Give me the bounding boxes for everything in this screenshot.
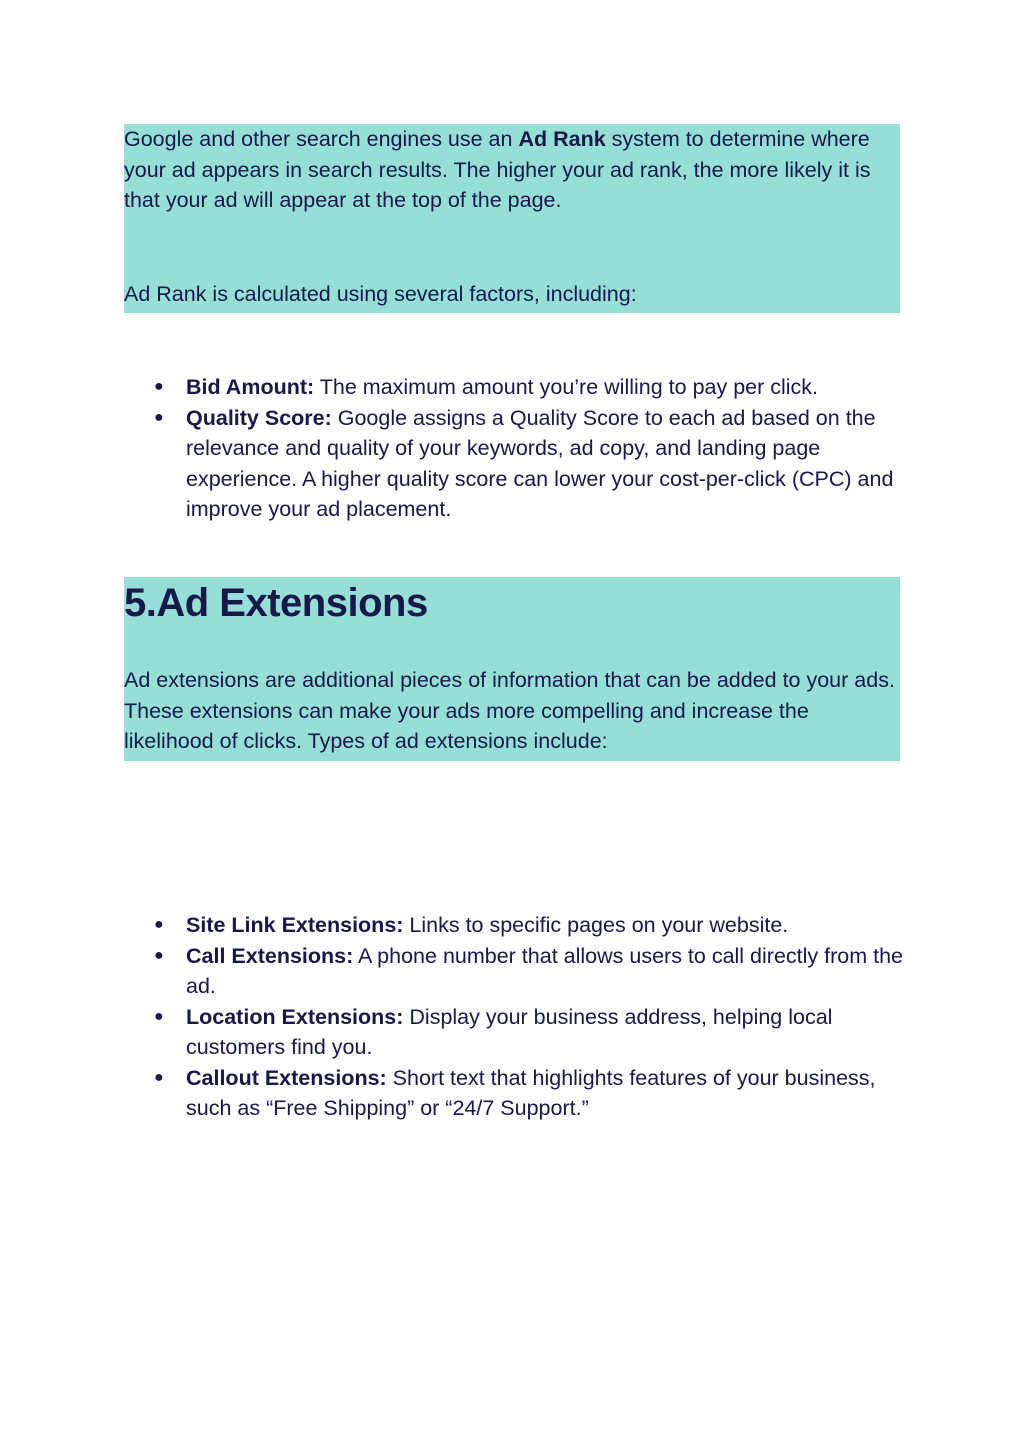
ad-rank-term: Ad Rank — [518, 127, 606, 151]
ad-extensions-highlight-block — [124, 577, 900, 761]
list-item: ● Callout Extensions: Short text that highlights features of your business, such as “Free Shipping” or “24/7 Support.” — [154, 1063, 904, 1124]
list-item: ● Call Extensions: A phone number that allows users to call directly from the ad. — [154, 941, 904, 1002]
list-item: ● Bid Amount: The maximum amount you’re willing to pay per click. — [154, 372, 904, 403]
factors-intro-paragraph: Ad Rank is calculated using several factors, including: — [124, 282, 637, 306]
ad-extensions-list — [154, 910, 904, 1124]
bullet-icon: ● — [154, 378, 164, 395]
bullet-icon: ● — [154, 916, 164, 933]
bullet-icon: ● — [154, 1007, 164, 1025]
bullet-icon: ● — [154, 1068, 164, 1086]
intro-highlight-block — [124, 124, 900, 313]
ad-rank-factors-list — [154, 372, 904, 525]
section-heading: 5.Ad Extensions — [124, 581, 428, 625]
list-item: ● Site Link Extensions: Links to specific pages on your website. — [154, 910, 904, 941]
list-item: ● Quality Score: Google assigns a Quality Score to each ad based on the relevance and quality of your keywords, ad copy, and landing page experience. A higher quality score can lower your cost-per-click (CPC) and improve your ad placement. — [154, 403, 904, 525]
list-item: ● Location Extensions: Display your business address, helping local customers find you. — [154, 1002, 904, 1063]
bullet-icon: ● — [154, 408, 164, 426]
intro-paragraph: Google and other search engines use an Ad Rank system to determine where your ad appears in search results. The higher your ad rank, the more likely it is that your ad will appear at the top of the page. — [124, 127, 871, 212]
ad-extensions-paragraph: Ad extensions are additional pieces of information that can be added to your ads. These extensions can make your ads more compelling and increase the likelihood of clicks. Types of ad extensions include: — [124, 668, 895, 753]
bullet-icon: ● — [154, 946, 164, 964]
